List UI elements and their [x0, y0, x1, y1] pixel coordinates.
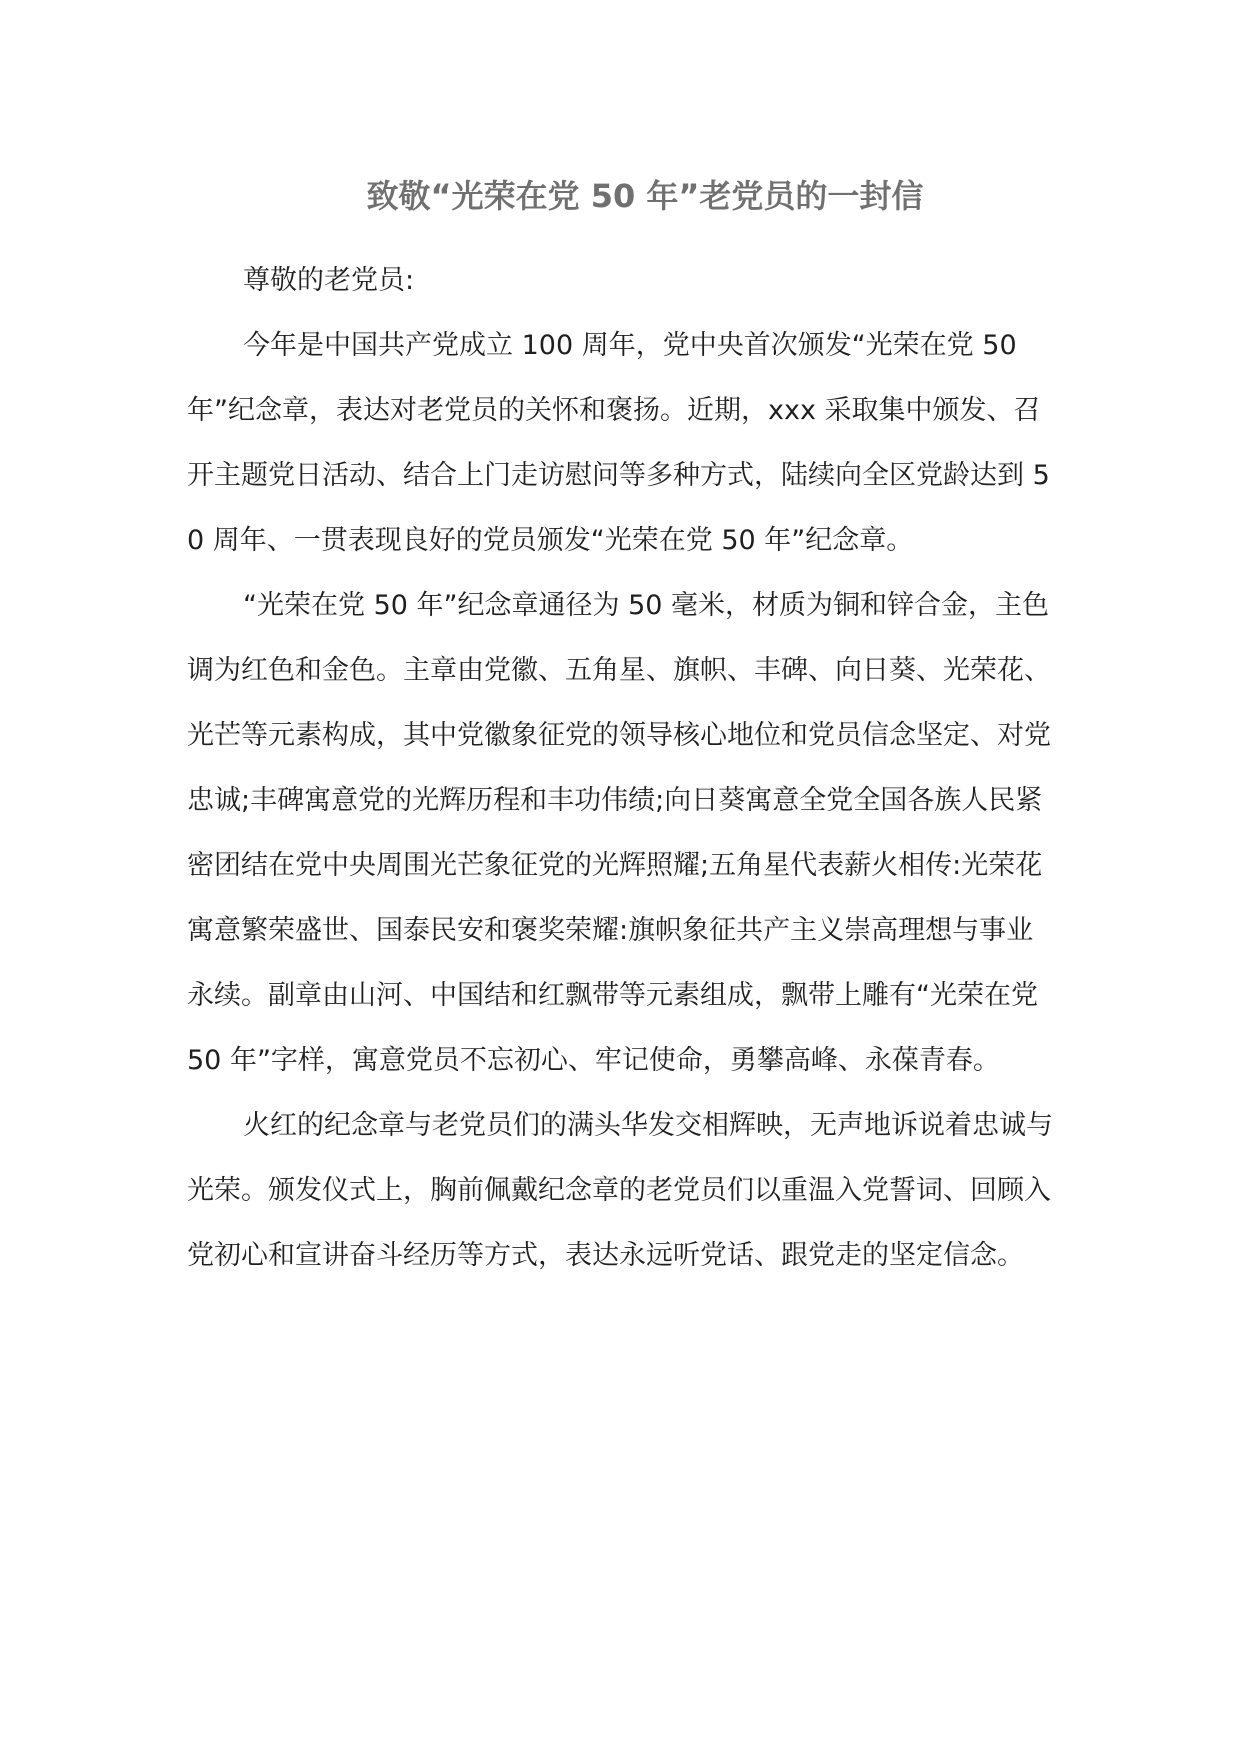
document-body — [187, 248, 1057, 1288]
salutation: 尊敬的老党员: — [243, 265, 415, 296]
paragraph-3: 火红的纪念章与老党员们的满头华发交相辉映，无声地诉说着忠诚与光荣。颁发仪式上，胸前佩戴纪念章的老党员们以重温入党誓词、回顾入党初心和宣讲奋斗经历等方式，表达永远听党话、跟党走的坚定信念。 — [187, 1110, 1053, 1271]
paragraph-2: “光荣在党 50 年”纪念章通径为 50 毫米，材质为铜和锌合金，主色调为红色和金色。主章由党徽、五角星、旗帜、丰碑、向日葵、光荣花、光芒等元素构成，其中党徽象征党的领导核心地位和党员信念坚定、对党忠诚;丰碑寓意党的光辉历程和丰功伟绩;向日葵寓意全党全国各族人民紧密团结在党中央周围光芒象征党的光辉照耀;五角星代表薪火相传:光荣花寓意繁荣盛世、国泰民安和褒奖荣耀:旗帜象征共产主义崇高理想与事业永续。副章由山河、中国结和红飘带等元素组成，飘带上雕有“光荣在党 50 年”字样，寓意党员不忘初心、牢记使命，勇攀高峰、永葆青春。 — [187, 590, 1051, 1076]
document-title: 致敬“光荣在党 50 年”老党员的一封信 — [366, 177, 924, 215]
paragraph-1: 今年是中国共产党成立 100 周年，党中央首次颁发“光荣在党 50 年”纪念章，表达对老党员的关怀和褒扬。近期，xxx 采取集中颁发、召开主题党日活动、结合上门走访慰问等多种方式，陆续向全区党龄达到 50 周年、一贯表现良好的党员颁发“光荣在党 50 年”纪念章。 — [187, 330, 1050, 556]
